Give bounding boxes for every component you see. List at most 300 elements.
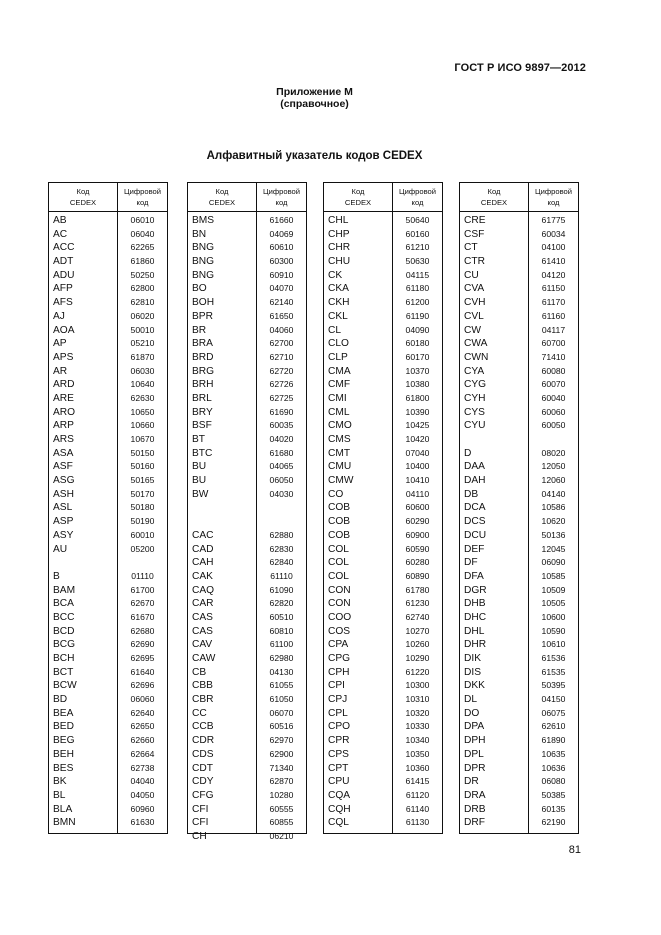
cedex-code: DIK (464, 653, 481, 664)
table-row (49, 241, 167, 255)
numeric-code: 05210 (130, 338, 155, 349)
table-row (460, 460, 578, 474)
document-code: ГОСТ Р ИСО 9897—2012 (454, 62, 586, 74)
table-row (188, 679, 306, 693)
cedex-code: COL (328, 557, 349, 569)
table-row (460, 775, 578, 789)
cedex-code: BCT (53, 666, 74, 678)
table-row (49, 611, 167, 625)
column-header-number-line2: код (411, 198, 424, 207)
table-row (188, 378, 306, 392)
cedex-code: BNG (192, 256, 215, 268)
table-row (49, 488, 167, 502)
cedex-code: CAS (192, 625, 213, 637)
cedex-code: BEG (53, 735, 75, 747)
column-header-code-line2: CEDEX (344, 198, 372, 207)
table-row (324, 447, 442, 461)
numeric-code: 62740 (405, 611, 430, 622)
table-row (188, 570, 306, 584)
cedex-code: BEA (53, 707, 74, 719)
cedex-code: AFS (53, 297, 73, 309)
numeric-code: 62738 (130, 762, 155, 773)
numeric-code: 50010 (130, 324, 155, 335)
table-row (49, 679, 167, 693)
numeric-code: 62980 (269, 653, 294, 663)
cedex-code: BK (53, 776, 67, 788)
table-row (49, 693, 167, 707)
table-row (460, 378, 578, 392)
numeric-code: 06060 (130, 694, 155, 705)
cedex-code: CDT (192, 762, 213, 774)
numeric-code: 10300 (405, 680, 430, 691)
table-row (460, 501, 578, 515)
annex-heading (0, 86, 661, 110)
cedex-code: DKK (464, 680, 485, 692)
numeric-code: 61055 (269, 680, 294, 691)
table-row (188, 515, 306, 529)
numeric-code: 60180 (405, 338, 430, 349)
table-row (460, 351, 578, 365)
table-row (460, 707, 578, 721)
cedex-code: CAS (192, 611, 213, 623)
numeric-code: 10280 (269, 789, 294, 800)
table-row (324, 816, 442, 830)
column-header-number-line1: Цифровой (124, 187, 161, 196)
numeric-code: 04100 (541, 242, 566, 253)
numeric-code: 61160 (541, 310, 566, 321)
numeric-code: 62820 (269, 598, 294, 609)
table-row (460, 337, 578, 351)
cedex-code: CYH (464, 392, 486, 404)
numeric-code: 50630 (405, 256, 430, 267)
cedex-code: COS (328, 625, 351, 637)
numeric-code: 61536 (541, 653, 566, 663)
cedex-code: CQH (328, 803, 351, 815)
numeric-code: 60510 (269, 611, 294, 622)
numeric-code: 10340 (405, 735, 430, 746)
table-row (49, 734, 167, 748)
cedex-code: BRL (192, 392, 212, 404)
table-row (49, 748, 167, 762)
cedex-code: DHL (464, 625, 485, 637)
table-row (49, 707, 167, 721)
table-row (324, 734, 442, 748)
numeric-code: 61050 (269, 694, 294, 705)
cedex-code: APS (53, 351, 74, 363)
cedex-code: BEH (53, 748, 74, 760)
cedex-code: CTR (464, 256, 485, 268)
table-row (324, 255, 442, 269)
numeric-code: 61150 (541, 283, 566, 294)
cedex-code: CO (328, 488, 344, 500)
cedex-code: AJ (53, 310, 65, 322)
cedex-code: ARE (53, 392, 74, 404)
table-row (460, 474, 578, 488)
table-row (460, 584, 578, 598)
cedex-code: CPG (328, 653, 351, 664)
table-row (188, 611, 306, 625)
column-header-number-line2: код (547, 198, 560, 207)
table-row (460, 652, 578, 666)
table-row (49, 365, 167, 379)
table-row (324, 543, 442, 557)
cedex-code: DAH (464, 475, 486, 487)
cedex-code: CDS (192, 748, 214, 760)
column-header-number-line1: Цифровой (535, 187, 572, 196)
cedex-code: DF (464, 557, 478, 569)
table-row (460, 365, 578, 379)
cedex-code: ASG (53, 475, 75, 487)
numeric-code: 10585 (541, 570, 566, 581)
cedex-code: CPT (328, 762, 349, 774)
numeric-code: 01110 (131, 570, 154, 581)
column-header-number (118, 186, 167, 208)
table-row (49, 474, 167, 488)
cedex-code: CK (328, 269, 343, 281)
cedex-code: BU (192, 475, 207, 487)
cedex-code: CRE (464, 215, 486, 226)
table-row (460, 666, 578, 680)
table-row (188, 324, 306, 338)
table-row (324, 337, 442, 351)
cedex-code: AP (53, 338, 67, 350)
numeric-code: 10380 (405, 379, 430, 390)
table-row (188, 666, 306, 680)
numeric-code: 60810 (269, 625, 294, 636)
table-row (188, 720, 306, 734)
numeric-code: 04117 (541, 324, 566, 335)
table-header (49, 183, 167, 212)
numeric-code: 61180 (405, 283, 430, 294)
table-row (460, 543, 578, 557)
numeric-code: 04020 (269, 434, 294, 444)
numeric-code: 62640 (130, 707, 155, 718)
cedex-code: CQL (328, 817, 349, 829)
numeric-code: 62690 (130, 639, 155, 650)
numeric-code: 10620 (541, 516, 566, 527)
cedex-code: CWN (464, 351, 489, 363)
table-row (460, 611, 578, 625)
cedex-code: CC (192, 707, 207, 719)
annex-title: Приложение М (276, 86, 353, 98)
numeric-code: 05200 (130, 543, 155, 554)
table-row (188, 488, 306, 502)
numeric-code: 10370 (405, 365, 430, 376)
table-row (460, 282, 578, 296)
index-title: Алфавитный указатель кодов CEDEX (206, 150, 423, 162)
cedex-code: BCW (53, 680, 77, 692)
page-number: 81 (568, 844, 581, 856)
numeric-code: 06090 (541, 557, 566, 568)
cedex-code: CYU (464, 420, 486, 432)
cedex-code: CW (464, 324, 481, 336)
code-table-4 (459, 182, 579, 834)
cedex-code: AFP (53, 283, 73, 295)
numeric-code: 10590 (541, 625, 566, 636)
numeric-code: 10410 (405, 475, 430, 486)
numeric-code: 06080 (541, 776, 566, 787)
cedex-code: DL (464, 694, 478, 706)
cedex-code: CHP (328, 228, 350, 240)
numeric-code: 50190 (130, 516, 155, 527)
cedex-code: ASH (53, 488, 74, 500)
table-row (460, 324, 578, 338)
table-row (460, 228, 578, 242)
numeric-code: 62660 (130, 735, 155, 746)
cedex-code: BRG (192, 365, 215, 377)
table-row (49, 597, 167, 611)
cedex-code: DGR (464, 584, 487, 596)
cedex-code: BD (53, 694, 68, 706)
table-row (324, 241, 442, 255)
table-row (460, 392, 578, 406)
numeric-code: 62830 (269, 543, 294, 554)
table-row (188, 693, 306, 707)
table-row (49, 570, 167, 584)
numeric-code: 50136 (541, 529, 566, 540)
table-row (188, 734, 306, 748)
cedex-code: CH (192, 830, 207, 842)
numeric-code: 61200 (405, 297, 430, 308)
numeric-code: 61680 (269, 447, 294, 458)
numeric-code: 10640 (130, 379, 155, 390)
table-row (324, 748, 442, 762)
numeric-code: 60070 (541, 379, 566, 390)
cedex-code: BCD (53, 625, 75, 637)
numeric-code: 04065 (269, 461, 294, 472)
numeric-code: 62880 (269, 529, 294, 540)
cedex-code: ARS (53, 434, 74, 445)
code-table-3 (323, 182, 443, 834)
numeric-code: 62610 (541, 721, 566, 732)
table-row (188, 214, 306, 228)
cedex-code: CYG (464, 379, 487, 391)
numeric-code: 04070 (269, 283, 294, 294)
column-header-code-line2: CEDEX (208, 198, 236, 207)
numeric-code: 61630 (130, 817, 155, 828)
cedex-code: DHB (464, 598, 486, 610)
cedex-code: BU (192, 461, 207, 473)
table-row (49, 214, 167, 228)
table-row (324, 625, 442, 639)
numeric-code: 04069 (269, 228, 294, 239)
numeric-code: 06070 (269, 707, 294, 718)
table-row (188, 830, 306, 844)
table-row (188, 351, 306, 365)
cedex-code: CMO (328, 420, 352, 432)
numeric-code: 10636 (541, 762, 566, 773)
column-header-code (324, 186, 392, 208)
numeric-code: 50250 (130, 269, 155, 280)
table-row (324, 488, 442, 502)
numeric-code: 60600 (405, 502, 430, 513)
cedex-code: CML (328, 406, 350, 418)
cedex-code: DPR (464, 762, 486, 774)
cedex-code: CVL (464, 310, 484, 322)
numeric-code: 62680 (130, 625, 155, 636)
numeric-code: 10290 (405, 653, 430, 663)
table-row (324, 529, 442, 543)
table-row (324, 351, 442, 365)
numeric-code: 08020 (541, 447, 566, 458)
numeric-code: 61410 (541, 256, 566, 267)
cedex-code: CB (192, 666, 207, 678)
numeric-code: 06210 (269, 830, 294, 841)
numeric-code: 60910 (269, 269, 294, 280)
cedex-code: CPR (328, 735, 350, 747)
table-row (324, 282, 442, 296)
table-row (188, 282, 306, 296)
cedex-code: BCH (53, 653, 75, 664)
column-header-number-line2: код (275, 198, 288, 207)
numeric-code: 10390 (405, 406, 430, 417)
table-row (460, 269, 578, 283)
cedex-code: AR (53, 365, 68, 377)
table-row (460, 255, 578, 269)
cedex-code: DPL (464, 748, 484, 760)
table-row (324, 556, 442, 570)
table-row (49, 282, 167, 296)
numeric-code: 61890 (541, 735, 566, 746)
table-row (188, 419, 306, 433)
table-row (324, 515, 442, 529)
cedex-code: COL (328, 570, 349, 582)
table-row (49, 419, 167, 433)
numeric-code: 62970 (269, 735, 294, 746)
column-header-code-line1: Код (76, 187, 90, 196)
table-row (188, 803, 306, 817)
cedex-code: CAD (192, 543, 214, 555)
numeric-code: 61130 (405, 817, 430, 828)
cedex-code: COO (328, 611, 352, 623)
cedex-code: CHR (328, 242, 351, 254)
cedex-code: BOH (192, 297, 215, 309)
table-row (188, 460, 306, 474)
table-row (324, 365, 442, 379)
cedex-code: BRA (192, 338, 213, 350)
cedex-code: BAM (53, 584, 76, 596)
cedex-code: CYS (464, 406, 485, 418)
numeric-code: 62695 (130, 653, 155, 663)
numeric-code: 12045 (541, 543, 566, 554)
table-row (188, 556, 306, 570)
cedex-code: COL (328, 543, 349, 555)
numeric-code: 10586 (541, 502, 566, 513)
numeric-code: 60010 (130, 529, 155, 540)
table-row (188, 433, 306, 447)
cedex-code: BL (53, 789, 66, 801)
table-row (49, 460, 167, 474)
cedex-code: CYA (464, 365, 485, 377)
table-row (460, 816, 578, 830)
numeric-code: 61140 (405, 803, 430, 814)
cedex-code: CAR (192, 598, 214, 610)
cedex-code: COB (328, 516, 351, 528)
table-row (188, 638, 306, 652)
table-row (188, 543, 306, 557)
cedex-code: DPH (464, 735, 486, 747)
table-row (460, 789, 578, 803)
table-row (324, 584, 442, 598)
numeric-code: 61650 (269, 310, 294, 321)
cedex-code: CAW (192, 653, 216, 664)
numeric-code: 12050 (541, 461, 566, 472)
cedex-code: CPH (328, 666, 350, 678)
table-row (49, 775, 167, 789)
cedex-code: D (464, 447, 472, 459)
numeric-code: 60555 (269, 803, 294, 814)
table-row (324, 720, 442, 734)
cedex-code: CPL (328, 707, 348, 719)
table-row (324, 666, 442, 680)
table-row (49, 515, 167, 529)
table-row (324, 214, 442, 228)
cedex-code: COB (328, 502, 351, 514)
numeric-code: 60960 (130, 803, 155, 814)
numeric-code: 61090 (269, 584, 294, 595)
table-row (188, 625, 306, 639)
numeric-code: 61860 (130, 256, 155, 267)
numeric-code: 60280 (405, 557, 430, 568)
table-row (49, 584, 167, 598)
cedex-code: CON (328, 598, 351, 610)
table-row (324, 638, 442, 652)
table-row (49, 228, 167, 242)
table-row (188, 501, 306, 515)
cedex-code: ARD (53, 379, 75, 391)
table-row (188, 269, 306, 283)
cedex-code: DHR (464, 639, 487, 651)
cedex-code: CPI (328, 680, 345, 692)
table-row (188, 447, 306, 461)
cedex-code: CKH (328, 297, 350, 309)
table-row (460, 529, 578, 543)
table-row (324, 597, 442, 611)
column-header-number (529, 186, 578, 208)
table-row (49, 351, 167, 365)
table-rows (49, 214, 167, 830)
cedex-code: CPA (328, 639, 349, 651)
numeric-code: 60050 (541, 420, 566, 431)
table-row (188, 365, 306, 379)
numeric-code: 50165 (130, 475, 155, 486)
numeric-code: 71340 (269, 762, 294, 773)
table-row (324, 419, 442, 433)
numeric-code: 10360 (405, 762, 430, 773)
numeric-code: 61870 (130, 351, 155, 362)
table-row (49, 447, 167, 461)
table-row (324, 460, 442, 474)
cedex-code: ADT (53, 256, 74, 268)
numeric-code: 62700 (269, 338, 294, 349)
cedex-code: CPS (328, 748, 349, 760)
cedex-code: DAA (464, 461, 485, 473)
numeric-code: 62900 (269, 748, 294, 759)
cedex-code: ASA (53, 447, 74, 459)
numeric-code: 60040 (541, 392, 566, 403)
cedex-code: DO (464, 707, 480, 719)
table-row (324, 501, 442, 515)
numeric-code: 04090 (405, 324, 430, 335)
numeric-code: 04060 (269, 324, 294, 335)
cedex-code: BSF (192, 420, 212, 432)
table-row (324, 324, 442, 338)
cedex-code: CLP (328, 351, 348, 363)
cedex-code: DB (464, 488, 479, 500)
cedex-code: DHC (464, 611, 487, 623)
numeric-code: 50170 (130, 488, 155, 499)
numeric-code: 10670 (130, 434, 155, 444)
